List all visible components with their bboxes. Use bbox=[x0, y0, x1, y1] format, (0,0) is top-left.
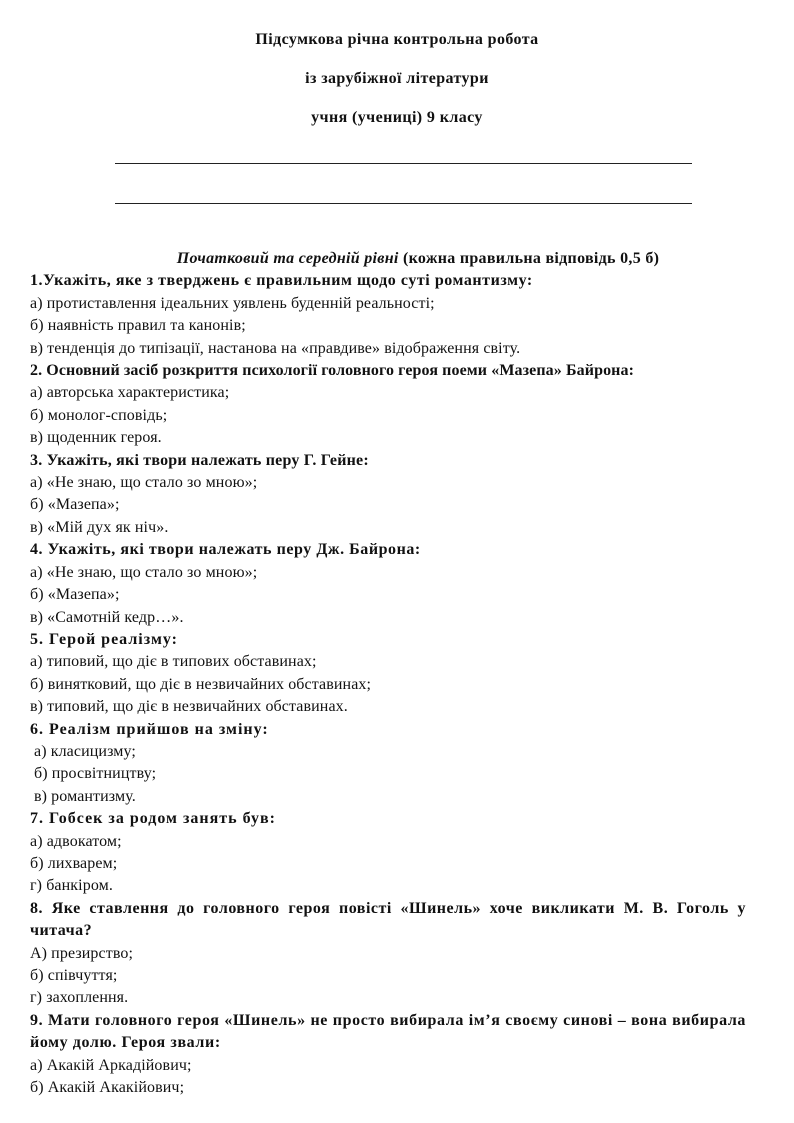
answer-option: А) презирство; bbox=[30, 944, 134, 962]
answer-option: в) щоденник героя. bbox=[30, 429, 162, 447]
answer-option: в) тенденція до типізації, настанова на «правдиве» відображення світу. bbox=[30, 339, 521, 357]
answer-option: а) авторська характеристика; bbox=[30, 384, 230, 402]
answer-option: в) «Самотній кедр…». bbox=[30, 608, 184, 626]
question-5 bbox=[30, 629, 746, 719]
question-text: 2. Основний засіб розкриття психології головного героя поеми «Мазепа» Байрона: bbox=[30, 362, 635, 380]
answer-option: б) «Мазепа»; bbox=[30, 586, 120, 604]
answer-option: а) Акакій Аркадійович; bbox=[30, 1056, 192, 1074]
question-8 bbox=[30, 898, 746, 1010]
question-2 bbox=[30, 360, 746, 450]
answer-option: б) співчуття; bbox=[30, 967, 118, 984]
question-3 bbox=[30, 450, 746, 540]
answer-option: в) романтизму. bbox=[34, 787, 136, 805]
question-4 bbox=[30, 539, 746, 629]
question-text: 8. Яке ставлення до головного героя повісті «Шинель» хоче викликати М. В. Гоголь у читача? bbox=[30, 899, 746, 940]
title-line-2: із зарубіжної літератури bbox=[305, 70, 489, 87]
answer-option: г) банкіром. bbox=[30, 877, 113, 895]
answer-option: а) типовий, що діє в типових обставинах; bbox=[30, 653, 317, 671]
answer-option: б) Акакій Акакійович; bbox=[30, 1079, 185, 1097]
question-text: 1.Укажіть, яке з тверджень є правильним щодо суті романтизму: bbox=[30, 272, 533, 290]
question-text: 9. Мати головного героя «Шинель» не просто вибирала ім’я своєму синові – вона вибирала йому долю. Героя звали: bbox=[30, 1011, 746, 1052]
question-9 bbox=[30, 1010, 746, 1100]
test-body bbox=[30, 248, 746, 1099]
section-subtitle bbox=[30, 248, 746, 270]
answer-option: б) просвітництву; bbox=[34, 765, 157, 783]
level-label: Початковий та середній рівні bbox=[176, 250, 399, 267]
answer-option: а) адвокатом; bbox=[30, 832, 122, 850]
answer-option: а) протиставлення ідеальних уявлень буденній реальності; bbox=[30, 294, 435, 312]
question-1 bbox=[30, 270, 746, 360]
answer-option: б) «Мазепа»; bbox=[30, 496, 120, 514]
question-text: 5. Герой реалізму: bbox=[30, 630, 178, 648]
answer-option: в) «Мій дух як ніч». bbox=[30, 518, 169, 536]
question-6 bbox=[30, 719, 746, 809]
question-text: 3. Укажіть, які твори належать перу Г. Гейне: bbox=[30, 451, 369, 469]
answer-option: а) «Не знаю, що стало зо мною»; bbox=[30, 563, 258, 581]
name-blank-line-2 bbox=[115, 203, 692, 204]
question-text: 4. Укажіть, які твори належать перу Дж. Байрона: bbox=[30, 541, 421, 559]
question-text: 6. Реалізм прийшов на зміну: bbox=[30, 720, 269, 738]
question-7 bbox=[30, 808, 746, 898]
answer-option: б) винятковий, що діє в незвичайних обставинах; bbox=[30, 675, 372, 693]
title-line-3: учня (учениці) 9 класу bbox=[311, 109, 483, 126]
answer-option: а) класицизму; bbox=[34, 742, 136, 760]
answer-option: а) «Не знаю, що стало зо мною»; bbox=[30, 474, 258, 492]
answer-option: б) наявність правил та канонів; bbox=[30, 317, 246, 335]
title-line-1: Підсумкова річна контрольна робота bbox=[255, 31, 539, 48]
points-note: (кожна правильна відповідь 0,5 б) bbox=[398, 250, 660, 267]
question-text: 7. Гобсек за родом занять був: bbox=[30, 810, 276, 828]
answer-option: в) типовий, що діє в незвичайних обставинах. bbox=[30, 698, 348, 716]
answer-option: г) захоплення. bbox=[30, 989, 129, 1007]
answer-option: б) лихварем; bbox=[30, 854, 118, 872]
name-blank-line-1 bbox=[115, 163, 692, 164]
answer-option: б) монолог-сповідь; bbox=[30, 406, 168, 424]
